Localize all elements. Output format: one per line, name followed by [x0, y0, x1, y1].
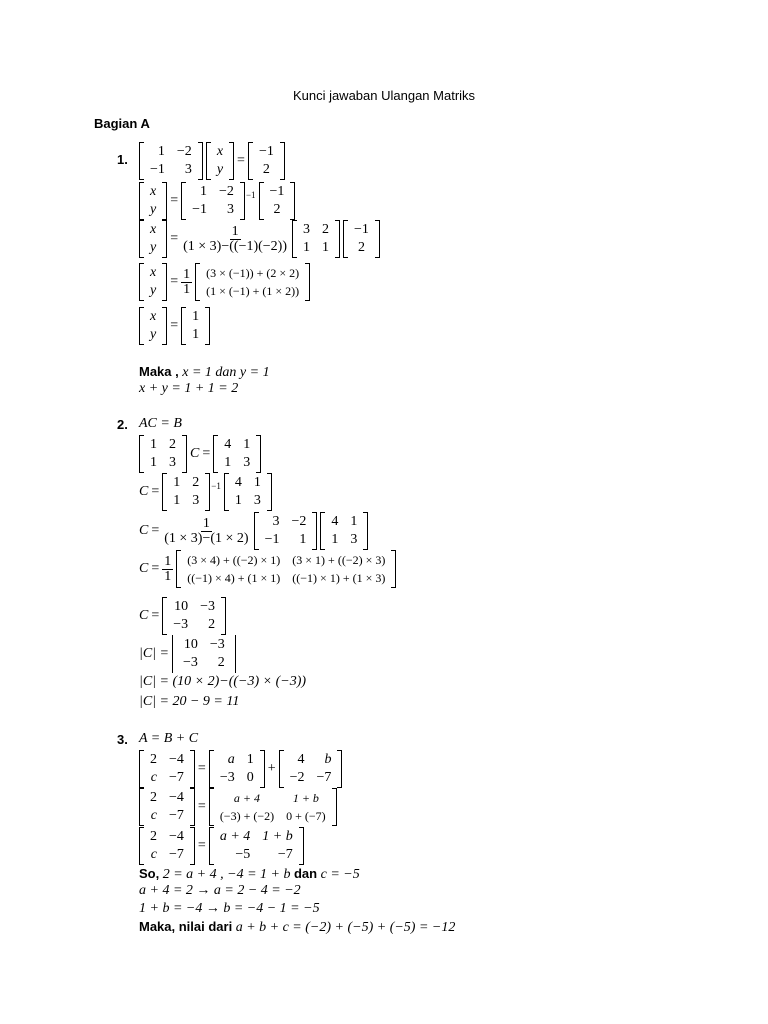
matrix-cell: −4 [169, 829, 184, 844]
matrix-cell: x [150, 222, 157, 237]
matrix-cell: 3 [350, 532, 358, 547]
problem-number-3: 3. [117, 732, 128, 747]
matrix [209, 789, 337, 825]
matrix [259, 183, 296, 219]
matrix [139, 264, 167, 300]
matrix [209, 751, 265, 787]
p1-sum: x + y = 1 + 1 = 2 [139, 381, 239, 396]
matrix [139, 183, 167, 219]
matrix-cell: 1 [150, 437, 157, 452]
matrix-cell: 2 [169, 437, 176, 452]
matrix-cell: −3 [209, 637, 225, 652]
p3-equation-3: 2 −4 c −7 = a + 4 1 + b (−3) + (−2) 0 + (−7) [139, 789, 337, 825]
matrix [162, 598, 226, 634]
p2-equation-3: C = 1 2 1 3 −1 4 1 1 3 [139, 474, 272, 510]
problem-number-1: 1. [117, 152, 128, 167]
matrix-cell: 1 [173, 493, 181, 508]
p3-equation-1: A = B + C [139, 731, 199, 746]
matrix-cell: 2 [262, 162, 270, 177]
inverse-exponent: −1 [211, 480, 221, 491]
matrix-cell: −4 [169, 752, 184, 767]
matrix-cell: −4 [169, 790, 184, 805]
problem-number-2: 2. [117, 417, 128, 432]
matrix-cell: (3 × 4) + ((−2) × 1) [187, 553, 281, 567]
matrix-cell: 1 [350, 514, 358, 529]
matrix-cell: 2 [273, 202, 281, 217]
p2-determinant-2: |C| = (10 × 2)−((−3) × (−3)) [139, 674, 307, 689]
matrix-cell: c [150, 770, 157, 785]
matrix [248, 143, 285, 179]
matrix-cell: 1 [243, 437, 251, 452]
matrix-cell: 4 [234, 475, 242, 490]
matrix [320, 513, 368, 549]
matrix-cell: x [150, 184, 157, 199]
p3-equation-2: 2 −4 c −7 = a 1 −3 0 + 4 b −2 −7 [139, 751, 342, 787]
matrix-cell: y [150, 283, 157, 298]
p3-conclusion: Maka, nilai dari a + b + c = (−2) + (−5) + (−5) = −12 [139, 919, 456, 935]
p2-determinant-1: |C| = 10 −3 −3 2 [139, 636, 236, 672]
matrix-cell: ((−1) × 4) + (1 × 1) [187, 571, 281, 585]
matrix-cell: −1 [150, 162, 165, 177]
matrix-cell: 1 + b [292, 791, 319, 805]
matrix-cell: −1 [258, 144, 274, 159]
matrix [181, 183, 245, 219]
matrix-cell: −3 [200, 599, 216, 614]
fraction: $\frac{1}{(1 \times 3)-((-1)(-2))}$ [183, 223, 288, 254]
matrix-cell: −3 [219, 770, 235, 785]
section-heading: Bagian A [94, 116, 150, 131]
p2-equation-4: C = $\frac{1}{(1 \times 3)-(1 \times 2)}$ 3 −2 −1 1 4 1 1 3 [139, 513, 368, 549]
matrix-cell: 0 [246, 770, 254, 785]
matrix-cell: −7 [169, 770, 184, 785]
matrix-cell: 1 [192, 327, 200, 342]
matrix-cell: y [150, 327, 157, 342]
document-title: Kunci jawaban Ulangan Matriks [292, 88, 476, 103]
fraction: $\frac{1}{1}$ [164, 553, 172, 584]
matrix [176, 551, 396, 587]
matrix-cell: 1 [253, 475, 261, 490]
matrix-cell: 10 [183, 637, 198, 652]
matrix-cell: 2 [150, 829, 157, 844]
matrix-cell: 1 [331, 532, 339, 547]
matrix-cell: y [216, 162, 224, 177]
matrix-cell: −7 [169, 808, 184, 823]
matrix-cell: 1 [322, 240, 330, 255]
matrix-cell: −7 [277, 847, 293, 862]
p2-equation-6: C = 10 −3 −3 2 [139, 598, 226, 634]
matrix [139, 221, 167, 257]
matrix-cell: 3 [272, 514, 280, 529]
matrix-cell: −2 [289, 770, 305, 785]
matrix [213, 436, 261, 472]
matrix-cell: 1 [303, 240, 311, 255]
matrix-cell: ((−1) × 1) + (1 × 3) [292, 571, 386, 585]
matrix [279, 751, 343, 787]
matrix-cell: a [227, 752, 235, 767]
matrix-cell: 3 [243, 455, 251, 470]
matrix-cell: 10 [174, 599, 189, 614]
matrix-cell: −2 [176, 144, 192, 159]
matrix-cell: 1 [200, 184, 208, 199]
matrix-cell: 1 [234, 493, 242, 508]
matrix-cell: 2 [357, 240, 365, 255]
matrix-cell: 2 [322, 222, 330, 237]
matrix [209, 828, 304, 864]
matrix-cell: x [150, 309, 157, 324]
matrix-cell: 2 [208, 617, 216, 632]
matrix-cell: (1 × (−1) + (1 × 2)) [206, 284, 300, 298]
matrix-cell: (−3) + (−2) [219, 809, 275, 823]
matrix-cell: 4 [224, 437, 232, 452]
p2-determinant-3: |C| = 20 − 9 = 11 [139, 694, 240, 709]
matrix [181, 308, 210, 344]
matrix-cell: 4 [297, 752, 305, 767]
matrix [139, 751, 195, 787]
p1-conclusion: Maka , x = 1 dan y = 1 [139, 364, 270, 380]
matrix [206, 143, 234, 179]
p3-line-b: 1 + b = −4 → b = −4 − 1 = −5 [139, 901, 320, 916]
matrix-cell: y [150, 202, 157, 217]
matrix-cell: 1 [192, 309, 200, 324]
fraction: $\frac{1}{1}$ [183, 266, 191, 297]
p1-equation-3: x y = $\frac{1}{(1 \times 3)-((-1)(-2))}$ 3 2 1 1 −1 2 [139, 221, 380, 257]
matrix-cell: y [150, 240, 157, 255]
p3-line-a: a + 4 = 2 → a = 2 − 4 = −2 [139, 883, 301, 898]
matrix-cell: 3 [169, 455, 176, 470]
matrix-cell: b [324, 752, 332, 767]
matrix-cell: 2 [217, 655, 225, 670]
p3-so: So, 2 = a + 4 , −4 = 1 + b dan c = −5 [139, 866, 360, 882]
matrix [139, 828, 195, 864]
matrix-cell: (3 × (−1)) + (2 × 2) [206, 266, 300, 280]
matrix-cell: −5 [235, 847, 251, 862]
matrix-cell: 1 + b [262, 829, 293, 844]
matrix-cell: 1 [150, 455, 157, 470]
matrix [254, 513, 318, 549]
p2-equation-1: AC = B [139, 416, 182, 431]
matrix [139, 143, 203, 179]
p3-equation-4: 2 −4 c −7 = a + 4 1 + b −5 −7 [139, 828, 304, 864]
matrix [139, 436, 187, 472]
matrix-cell: −7 [316, 770, 332, 785]
matrix [139, 308, 167, 344]
matrix [343, 221, 380, 257]
matrix-cell: 3 [253, 493, 261, 508]
matrix-cell: −1 [354, 222, 369, 237]
p1-equation-4: x y = $\frac{1}{1}$ (3 × (−1)) + (2 × 2) (1 × (−1) + (1 × 2)) [139, 264, 310, 300]
matrix-cell: −7 [169, 847, 184, 862]
p2-equation-5: C = $\frac{1}{1}$ (3 × 4) + ((−2) × 1) (3 × 1) + ((−2) × 3) ((−1) × 4) + (1 × 1) ((−1) × 1) + (1 × 3) [139, 551, 396, 587]
p1-equation-1: 1 −2 −1 3 x y = −1 2 [139, 143, 285, 179]
matrix-cell: 1 [224, 455, 232, 470]
matrix [195, 264, 310, 300]
matrix-cell: 3 [226, 202, 234, 217]
matrix [139, 789, 195, 825]
matrix-cell: 1 [246, 752, 254, 767]
matrix-cell: x [216, 144, 224, 159]
matrix-cell: 1 [157, 144, 165, 159]
matrix-cell: −1 [264, 532, 280, 547]
matrix-cell: 3 [303, 222, 311, 237]
matrix-cell: 4 [331, 514, 339, 529]
p2-equation-2: 1 2 1 3 C = 4 1 1 3 [139, 436, 261, 472]
matrix-cell: −1 [192, 202, 208, 217]
matrix-cell: −2 [219, 184, 234, 199]
fraction: $\frac{1}{(1 \times 3)-(1 \times 2)}$ [164, 515, 249, 546]
matrix [162, 474, 210, 510]
matrix-cell: c [150, 808, 157, 823]
matrix-cell: −3 [182, 655, 198, 670]
matrix-cell: 3 [192, 493, 200, 508]
matrix-cell: 1 [173, 475, 181, 490]
p1-equation-2: x y = 1 −2 −1 3 −1 −1 2 [139, 183, 295, 219]
matrix-cell: x [150, 265, 157, 280]
matrix-cell: 2 [150, 790, 157, 805]
matrix-cell: 2 [150, 752, 157, 767]
matrix-cell: 0 + (−7) [286, 809, 326, 823]
matrix-cell: 3 [184, 162, 192, 177]
matrix-cell: −1 [269, 184, 285, 199]
determinant [172, 636, 236, 672]
matrix-cell: −2 [291, 514, 307, 529]
matrix-cell: a + 4 [233, 791, 261, 805]
matrix-cell: 2 [192, 475, 200, 490]
inverse-exponent: −1 [245, 189, 256, 200]
matrix [224, 474, 272, 510]
matrix-cell: c [150, 847, 157, 862]
matrix-cell: (3 × 1) + ((−2) × 3) [292, 553, 386, 567]
p1-equation-5: x y = 1 1 [139, 308, 210, 344]
matrix-cell: a + 4 [219, 829, 251, 844]
matrix-cell: −3 [173, 617, 189, 632]
matrix-cell: 1 [299, 532, 307, 547]
matrix [292, 221, 340, 257]
